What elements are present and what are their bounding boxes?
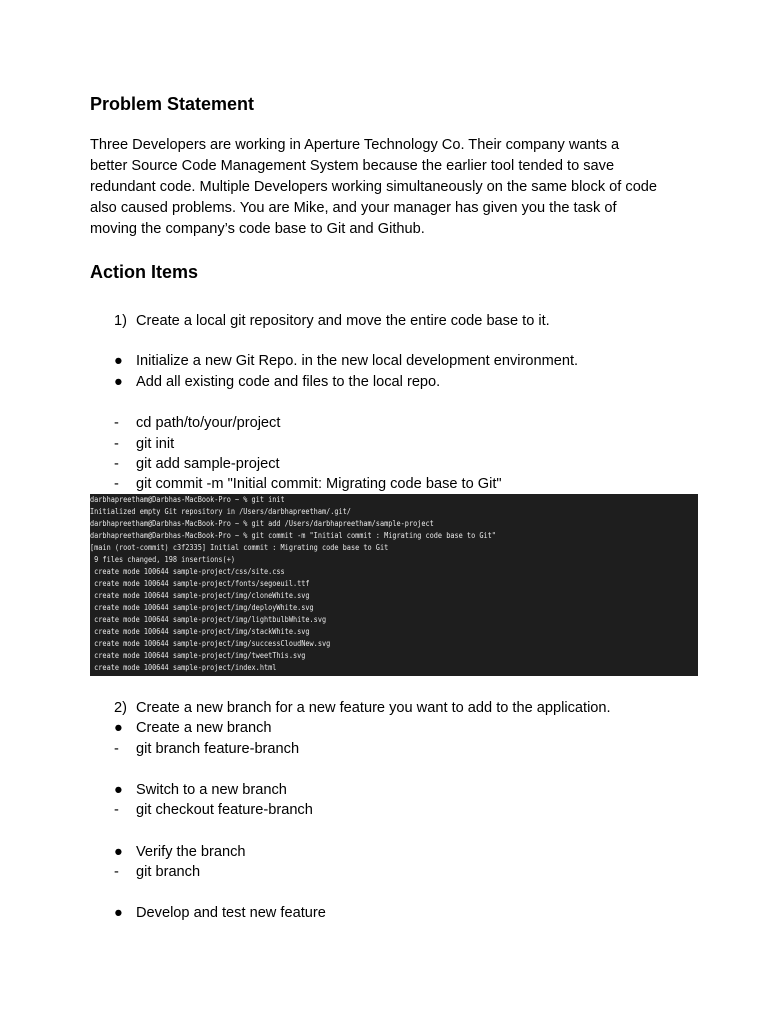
command-text: git branch: [136, 864, 201, 880]
paragraph-line: better Source Code Management System because the earlier tool tended to save: [90, 158, 615, 174]
terminal-line: darbhapreetham@Darbhas-MacBook-Pro ~ % git init: [90, 495, 285, 504]
bullet-item: [114, 351, 578, 371]
dash-marker: -: [114, 802, 119, 818]
bullet-marker: ●: [114, 353, 123, 369]
paragraph-line: Three Developers are working in Aperture Technology Co. Their company wants a: [90, 137, 620, 153]
command-item: [114, 474, 502, 494]
command-text: git add sample-project: [136, 456, 280, 472]
command-text: git checkout feature-branch: [136, 802, 313, 818]
command-text: git branch feature-branch: [136, 741, 300, 757]
problem-statement-heading: Problem Statement: [90, 94, 255, 114]
dash-marker: -: [114, 436, 119, 452]
command-text: git commit -m "Initial commit: Migrating code base to Git": [136, 476, 502, 492]
dash-marker: -: [114, 415, 119, 431]
bullet-marker: ●: [114, 374, 123, 390]
terminal-line: create mode 100644 sample-project/fonts/segoeuil.ttf: [90, 579, 310, 588]
paragraph-line: redundant code. Multiple Developers working simultaneously on the same block of code: [90, 179, 658, 195]
bullet-text: Create a new branch: [136, 720, 272, 736]
terminal-line: create mode 100644 sample-project/img/successCloudNew.svg: [90, 639, 331, 648]
terminal-line: create mode 100644 sample-project/img/deployWhite.svg: [90, 603, 314, 612]
action-items-heading: Action Items: [90, 262, 199, 282]
item-text: Create a new branch for a new feature you want to add to the application.: [136, 700, 611, 716]
bullet-text: Develop and test new feature: [136, 905, 326, 921]
dash-marker: -: [114, 476, 119, 492]
terminal-line: create mode 100644 sample-project/css/site.css: [90, 567, 285, 576]
bullet-item: [114, 903, 326, 923]
command-item: [114, 413, 280, 433]
terminal-line: darbhapreetham@Darbhas-MacBook-Pro ~ % git add /Users/darbhapreetham/sample-project: [90, 519, 434, 528]
command-text: git init: [136, 436, 175, 452]
problem-statement-paragraph: [90, 135, 690, 240]
command-item: [114, 800, 313, 820]
bullet-text: Add all existing code and files to the local repo.: [136, 374, 441, 390]
item-number: 2): [114, 700, 127, 716]
bullet-text: Verify the branch: [136, 844, 246, 860]
dash-marker: -: [114, 864, 119, 880]
dash-marker: -: [114, 456, 119, 472]
command-item: [114, 739, 299, 759]
bullet-marker: ●: [114, 905, 123, 921]
terminal-line: 9 files changed, 198 insertions(+): [90, 555, 235, 564]
item-text: Create a local git repository and move the entire code base to it.: [136, 313, 550, 329]
terminal-line: create mode 100644 sample-project/index.html: [90, 663, 277, 672]
terminal-line: Initialized empty Git repository in /Users/darbhapreetham/.git/: [90, 507, 351, 516]
bullet-text: Initialize a new Git Repo. in the new local development environment.: [136, 353, 579, 369]
numbered-item-2: [114, 698, 611, 718]
terminal-line: create mode 100644 sample-project/img/stackWhite.svg: [90, 627, 310, 636]
bullet-item: [114, 780, 287, 800]
bullet-marker: ●: [114, 844, 123, 860]
command-item: [114, 434, 174, 454]
bullet-marker: ●: [114, 720, 123, 736]
item-number: 1): [114, 313, 127, 329]
terminal-line: create mode 100644 sample-project/img/tweetThis.svg: [90, 651, 306, 660]
bullet-marker: ●: [114, 782, 123, 798]
paragraph-line: moving the company’s code base to Git and Github.: [90, 221, 425, 237]
command-text: cd path/to/your/project: [136, 415, 281, 431]
terminal-screenshot: [90, 494, 698, 676]
numbered-item-1: [114, 311, 550, 331]
command-item: [114, 454, 280, 474]
bullet-text: Switch to a new branch: [136, 782, 287, 798]
bullet-item: [114, 372, 440, 392]
command-item: [114, 862, 200, 882]
terminal-line: darbhapreetham@Darbhas-MacBook-Pro ~ % git commit -m "Initial commit : Migrating code base to Git": [90, 531, 496, 540]
dash-marker: -: [114, 741, 119, 757]
terminal-line: create mode 100644 sample-project/img/lightbulbWhite.svg: [90, 615, 327, 624]
paragraph-line: also caused problems. You are Mike, and your manager has given you the task of: [90, 200, 617, 216]
terminal-line: [main (root-commit) c3f2335] Initial commit : Migrating code base to Git: [90, 543, 389, 552]
terminal-line: create mode 100644 sample-project/img/cloneWhite.svg: [90, 591, 310, 600]
bullet-item: [114, 842, 246, 862]
bullet-item: [114, 718, 271, 738]
